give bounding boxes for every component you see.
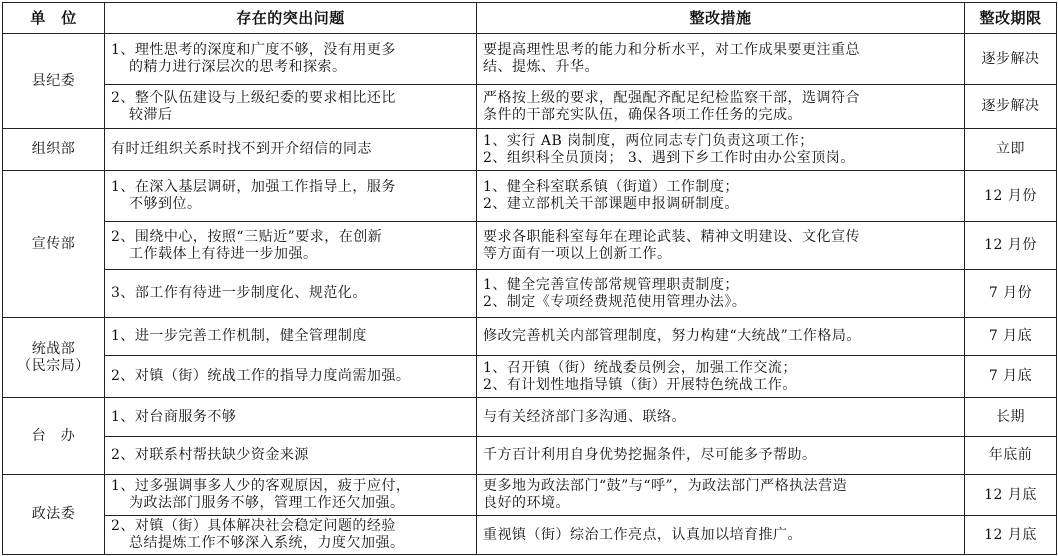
issue-line: 1、理性思考的深度和广度不够，没有用更多 [111,42,396,58]
measure-line: 修改完善机关内部管理制度，努力构建“大统战”工作格局。 [483,328,861,344]
measure-line: 千方百计利用自身优势挖掘条件，尽可能多予帮助。 [483,447,817,463]
measure-cell [477,270,965,318]
issue-line: 较滞后 [129,106,173,123]
header-deadline: 整改期限 [965,3,1057,34]
table-row [3,270,1057,318]
measure-line: 结、提炼、升华。 [483,59,599,75]
measure-line: 要求各职能科室每年在理论武装、精神文明建设、文化宣传 [483,228,860,245]
table-row [3,171,1057,222]
issue-line: 2、对镇（街）统战工作的指导力度尚需加强。 [111,368,411,384]
header-issue: 存在的突出问题 [105,3,477,34]
rectification-table [2,2,1057,555]
issue-line: 工作载体上有待进一步加强。 [129,245,318,262]
measure-cell [477,516,965,555]
table-row [3,318,1057,356]
measure-cell [477,222,965,270]
deadline-cell: 12 月份 [965,171,1057,222]
issue-cell [105,398,477,437]
measure-cell [477,356,965,398]
measure-line: 2、组织科全员顶岗； 3、遇到下乡工作时由办公室顶岗。 [483,149,855,166]
issue-cell [105,437,477,475]
deadline-cell: 逐步解决 [965,34,1057,85]
issue-line: 1、对台商服务不够 [111,408,237,425]
issue-line: 1、进一步完善工作机制，健全管理制度 [111,328,367,344]
department-cell [3,171,105,318]
measure-line: 良好的环境。 [483,495,570,511]
measure-cell [477,437,965,475]
department-cell [3,398,105,475]
table-row [3,437,1057,475]
deadline-cell: 12 月底 [965,516,1057,555]
measure-line: 更多地为政法部门“鼓”与“呼”，为政法部门严格执法营造 [483,478,848,494]
measure-line: 等方面有一项以上创新工作。 [483,245,672,262]
measure-cell [477,34,965,85]
department-name: 统战部 [31,340,76,357]
department-cell [3,475,105,555]
table-row [3,34,1057,85]
issue-cell [105,516,477,555]
issue-line: 不够到位。 [129,196,202,212]
issue-cell [105,171,477,222]
department-name: （民宗局） [17,357,90,374]
issue-line: 2、围绕中心，按照“三贴近”要求，在创新 [111,228,383,245]
header-unit: 单 位 [3,3,105,34]
measure-line: 2、制定《专项经费规范使用管理办法》。 [483,293,747,310]
measure-line: 条件的干部充实队伍，确保各项工作任务的完成。 [483,106,802,123]
measure-line: 1、召开镇（街）统战委员例会，加强工作交流； [483,359,797,376]
table-row [3,129,1057,171]
measure-cell [477,129,965,171]
deadline-cell: 7 月份 [965,270,1057,318]
deadline-cell: 12 月底 [965,475,1057,516]
issue-line: 为政法部门服务不够，管理工作还欠加强。 [129,495,405,511]
issue-line: 1、在深入基层调研，加强工作指导上，服务 [111,179,396,195]
issue-cell [105,129,477,171]
measure-line: 严格按上级的要求，配强配齐配足纪检监察干部，选调符合 [483,89,860,106]
department-name: 台 办 [31,427,76,444]
measure-line: 要提高理性思考的能力和分析水平，对工作成果要更注重总 [483,42,860,58]
department-name: 宣传部 [31,235,76,252]
deadline-cell: 12 月份 [965,222,1057,270]
deadline-cell: 长期 [965,398,1057,437]
table-row [3,356,1057,398]
issue-cell [105,318,477,356]
deadline-cell: 逐步解决 [965,85,1057,129]
department-cell [3,34,105,129]
table-row [3,475,1057,516]
measure-cell [477,398,965,437]
measure-cell [477,318,965,356]
issue-cell [105,34,477,85]
department-name: 政法委 [31,506,76,522]
issue-line: 2、对联系村帮扶缺少资金来源 [111,447,309,463]
measure-cell [477,171,965,222]
measure-line: 重视镇（街）综治工作亮点，认真加以培育推广。 [483,526,802,543]
measure-line: 1、健全科室联系镇（街道）工作制度； [483,179,739,195]
deadline-cell: 年底前 [965,437,1057,475]
table-row [3,398,1057,437]
department-name: 县纪委 [31,72,76,89]
issue-line: 有时迁组织关系时找不到开介绍信的同志 [111,141,372,157]
table-row [3,222,1057,270]
measure-cell [477,85,965,129]
table-row [3,516,1057,555]
issue-cell [105,475,477,516]
issue-line: 3、部工作有待进一步制度化、规范化。 [111,285,367,301]
header-row [3,3,1057,34]
deadline-cell: 立即 [965,129,1057,171]
issue-line: 2、对镇（街）具体解决社会稳定问题的经验 [111,518,396,534]
issue-cell [105,222,477,270]
deadline-cell: 7 月底 [965,318,1057,356]
issue-line: 的精力进行深层次的思考和探索。 [129,59,347,75]
issue-line: 总结提炼工作不够深入系统，力度欠加强。 [129,535,405,551]
header-measure: 整改措施 [477,3,965,34]
deadline-cell: 7 月底 [965,356,1057,398]
measure-cell [477,475,965,516]
department-cell [3,318,105,398]
measure-line: 1、实行 AB 岗制度，两位同志专门负责这项工作； [483,132,814,149]
measure-line: 2、有计划性地指导镇（街）开展特色统战工作。 [483,376,797,393]
table-row [3,85,1057,129]
measure-line: 2、建立部机关干部课题申报调研制度。 [483,196,739,212]
issue-line: 2、整个队伍建设与上级纪委的要求相比还比 [111,89,396,106]
issue-cell [105,270,477,318]
department-name: 组织部 [31,141,76,157]
issue-cell [105,356,477,398]
issue-line: 1、过多强调事多人少的客观原因，疲于应付， [111,478,411,494]
measure-line: 与有关经济部门多沟通、联络。 [483,408,686,425]
issue-cell [105,85,477,129]
department-cell [3,129,105,171]
table-body [3,34,1057,555]
measure-line: 1、健全完善宣传部常规管理职责制度； [483,276,739,293]
